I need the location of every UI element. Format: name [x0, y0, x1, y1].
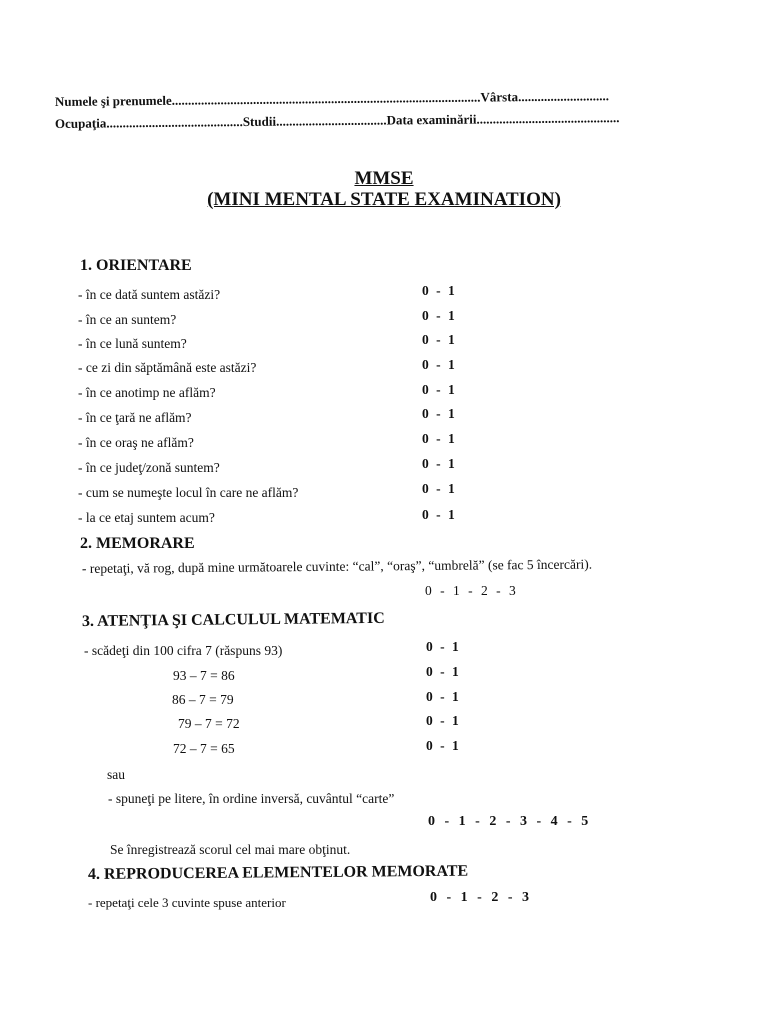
name-label: Numele şi prenumele: [54, 92, 172, 109]
score-option[interactable]: 0 - 1: [426, 689, 459, 704]
score-option[interactable]: 0 - 1: [426, 639, 459, 654]
question-item: - la ce etaj suntem acum?: [78, 510, 215, 525]
score-option[interactable]: 0 - 1: [422, 308, 455, 323]
score-option[interactable]: 0 - 1: [426, 713, 459, 728]
studies-field[interactable]: ..................................: [275, 112, 387, 129]
score-option[interactable]: 0 - 1: [422, 481, 455, 496]
score-option[interactable]: 0 - 1: [422, 507, 455, 522]
score-option[interactable]: 0 - 1: [422, 456, 455, 471]
question-item: - în ce oraş ne aflăm?: [78, 435, 194, 450]
score-option[interactable]: 0 - 1: [426, 664, 459, 679]
header-line-1: [55, 88, 609, 110]
score-option[interactable]: 0 - 1: [422, 382, 455, 397]
title-mmse: MMSE: [354, 168, 414, 189]
spell-instruction: - spuneţi pe litere, în ordine inversă, cuvântul “carte”: [108, 791, 395, 806]
header-line-2: [55, 110, 620, 132]
name-field[interactable]: ...............................................................................................: [171, 89, 481, 108]
occupation-label: Ocupaţia: [54, 115, 107, 131]
score-option[interactable]: 0 - 1: [422, 357, 455, 372]
question-item: - în ce lună suntem?: [78, 336, 187, 351]
section-heading-atentia: 3. ATENŢIA ŞI CALCULUL MATEMATIC: [81, 609, 385, 630]
date-label: Data examinării: [386, 111, 477, 128]
subtraction-instruction: - scădeţi din 100 cifra 7 (răspuns 93): [84, 643, 283, 658]
highest-score-note: Se înregistrează scorul cel mai mare obţinut.: [110, 842, 351, 857]
age-field[interactable]: ............................: [517, 88, 610, 105]
score-option[interactable]: 0 - 1: [422, 406, 455, 421]
calc-step: 79 – 7 = 72: [178, 716, 240, 731]
recall-instruction: - repetaţi cele 3 cuvinte spuse anterior: [88, 895, 286, 910]
question-item: - în ce an suntem?: [78, 312, 177, 327]
question-item: - în ce dată suntem astăzi?: [78, 287, 221, 302]
calc-step: 93 – 7 = 86: [173, 668, 235, 683]
section-heading-reproducere: 4. REPRODUCEREA ELEMENTELOR MEMORATE: [87, 862, 469, 883]
title-full: (MINI MENTAL STATE EXAMINATION): [207, 189, 561, 210]
recall-score[interactable]: 0 - 1 - 2 - 3: [430, 890, 529, 905]
question-item: - în ce anotimp ne aflăm?: [78, 385, 216, 400]
date-field[interactable]: ............................................: [476, 110, 620, 127]
memorare-instruction: - repetaţi, vă rog, după mine următoarele cuvinte: “cal”, “oraş”, “umbrelă” (se fac 5 încercări).: [81, 556, 593, 576]
or-label: sau: [107, 767, 125, 782]
section-heading-orientare: 1. ORIENTARE: [80, 257, 192, 274]
spell-score[interactable]: 0 - 1 - 2 - 3 - 4 - 5: [428, 814, 589, 829]
question-item: - în ce judeţ/zonă suntem?: [78, 460, 220, 475]
memorare-score[interactable]: 0 - 1 - 2 - 3: [425, 583, 516, 598]
occupation-field[interactable]: ..........................................: [106, 114, 243, 131]
question-item: - cum se numeşte locul în care ne aflăm?: [78, 485, 299, 500]
studies-label: Studii: [242, 113, 277, 130]
question-item: - în ce ţară ne aflăm?: [78, 410, 192, 425]
calc-step: 86 – 7 = 79: [172, 692, 234, 707]
score-option[interactable]: 0 - 1: [422, 431, 455, 446]
age-label: Vârsta: [480, 89, 519, 105]
score-option[interactable]: 0 - 1: [426, 738, 459, 753]
calc-step: 72 – 7 = 65: [173, 741, 235, 756]
score-option[interactable]: 0 - 1: [422, 332, 455, 347]
section-heading-memorare: 2. MEMORARE: [80, 535, 195, 552]
score-option[interactable]: 0 - 1: [422, 283, 455, 298]
question-item: - ce zi din săptămână este astăzi?: [78, 360, 257, 375]
